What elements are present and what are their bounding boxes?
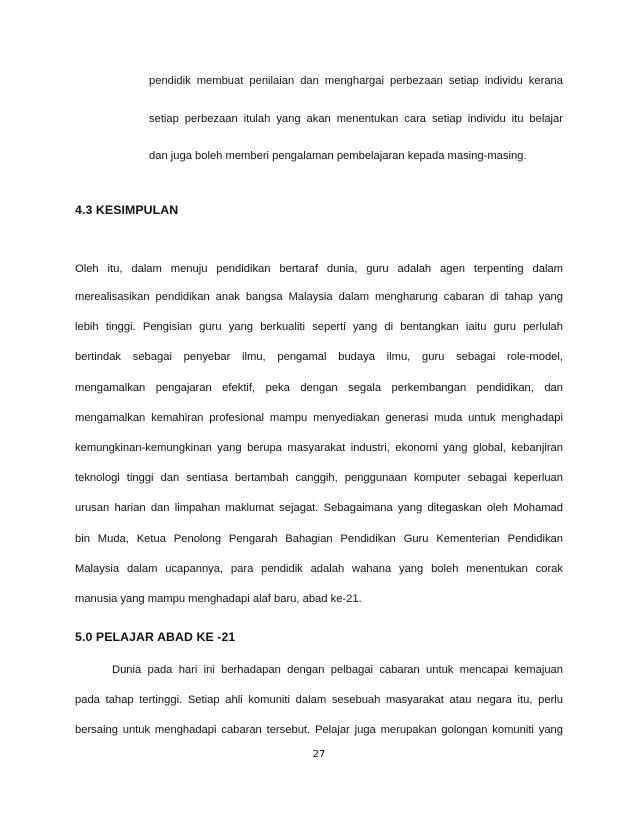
kesimpulan-line-5: mengamalkan pengajaran efektif, peka dengan segala perkembangan pendidikan, dan: [75, 382, 563, 394]
pelajar-line-2: pada tahap tertinggi. Setiap ahli komuniti dalam sesebuah masyarakat atau negara itu, perlu: [75, 694, 563, 706]
kesimpulan-line-11: Malaysia dalam ucapannya, para pendidik adalah wahana yang boleh menentukan corak: [75, 563, 563, 575]
intro-line-3: dan juga boleh memberi pengalaman pembelajaran kepada masing-masing.: [149, 150, 527, 162]
kesimpulan-line-1: Oleh itu, dalam menuju pendidikan bertaraf dunia, guru adalah agen terpenting dalam: [75, 263, 563, 275]
kesimpulan-line-6: mengamalkan kemahiran profesional mampu menyediakan generasi muda untuk menghadapi: [75, 412, 563, 424]
kesimpulan-line-4: bertindak sebagai penyebar ilmu, pengamal budaya ilmu, guru sebagai role-model,: [75, 351, 563, 363]
kesimpulan-line-9: urusan harian dan limpahan maklumat sejagat. Sebagaimana yang ditegaskan oleh Mohamad: [75, 502, 563, 514]
kesimpulan-line-7: kemungkinan-kemungkinan yang berupa masyarakat industri, ekonomi yang global, kebanjiran: [75, 442, 563, 454]
page-number: 27: [312, 749, 326, 760]
kesimpulan-line-2: merealisasikan pendidikan anak bangsa Malaysia dalam mengharung cabaran di tahap yang: [75, 291, 563, 303]
intro-line-2: setiap perbezaan itulah yang akan menentukan cara setiap individu itu belajar: [149, 113, 563, 125]
pelajar-line-3: bersaing untuk menghadapi cabaran tersebut. Pelajar juga merupakan golongan komuniti yang: [75, 724, 563, 736]
intro-line-1: pendidik membuat penilaian dan menghargai perbezaan setiap individu kerana: [149, 75, 563, 87]
kesimpulan-line-12: manusia yang mampu menghadapi alaf baru, abad ke-21.: [75, 593, 362, 605]
kesimpulan-line-3: lebih tinggi. Pengisian guru yang berkualiti seperti yang di bentangkan iaitu guru perlulah: [75, 321, 563, 333]
kesimpulan-line-8: teknologi tinggi dan sentiasa bertambah canggih, penggunaan komputer sebagai keperluan: [75, 472, 563, 484]
heading-kesimpulan: 4.3 KESIMPULAN: [75, 203, 179, 217]
kesimpulan-line-10: bin Muda, Ketua Penolong Pengarah Bahagian Pendidikan Guru Kementerian Pendidikan: [75, 533, 563, 545]
pelajar-line-1: Dunia pada hari ini berhadapan dengan pelbagai cabaran untuk mencapai kemajuan: [112, 664, 563, 676]
heading-pelajar-abad: 5.0 PELAJAR ABAD KE -21: [75, 630, 236, 644]
